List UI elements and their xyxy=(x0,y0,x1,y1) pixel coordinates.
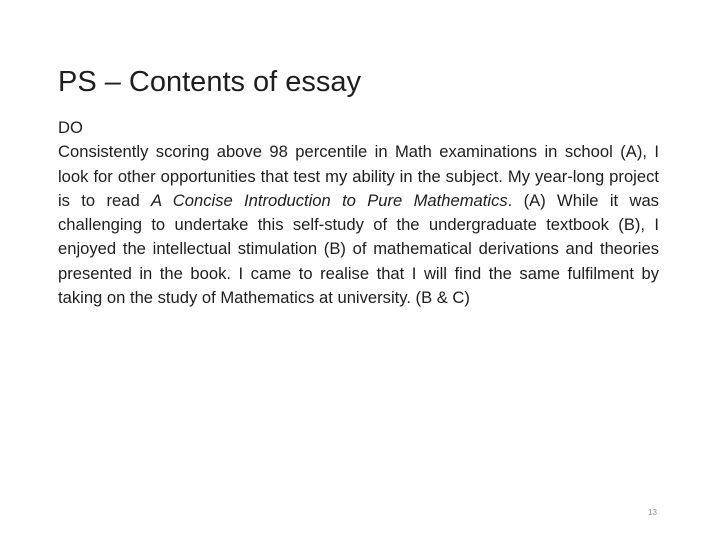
section-label: DO xyxy=(58,118,83,137)
slide-content xyxy=(58,116,659,310)
slide-title: PS – Contents of essay xyxy=(58,66,362,98)
book-title: A Concise Introduction to Pure Mathematics xyxy=(151,190,508,210)
essay-text-part-2: . (A) While it was challenging to undertake this self-study of the undergraduate textbook (B), I enjoyed the intellectual stimulation (B) of mathematical derivations and theories presented in the book. I came to realise that I will find the same fulfilment by taking on the study of Mathematics at university. (B & C) xyxy=(58,190,659,308)
page-number: 13 xyxy=(648,508,657,517)
essay-paragraph xyxy=(58,140,659,310)
essay-text-part-1: Consistently scoring above 98 percentile in Math examinations in school (A), I look for other opportunities that test my ability in the subject. My year-long project is to read xyxy=(58,142,659,210)
